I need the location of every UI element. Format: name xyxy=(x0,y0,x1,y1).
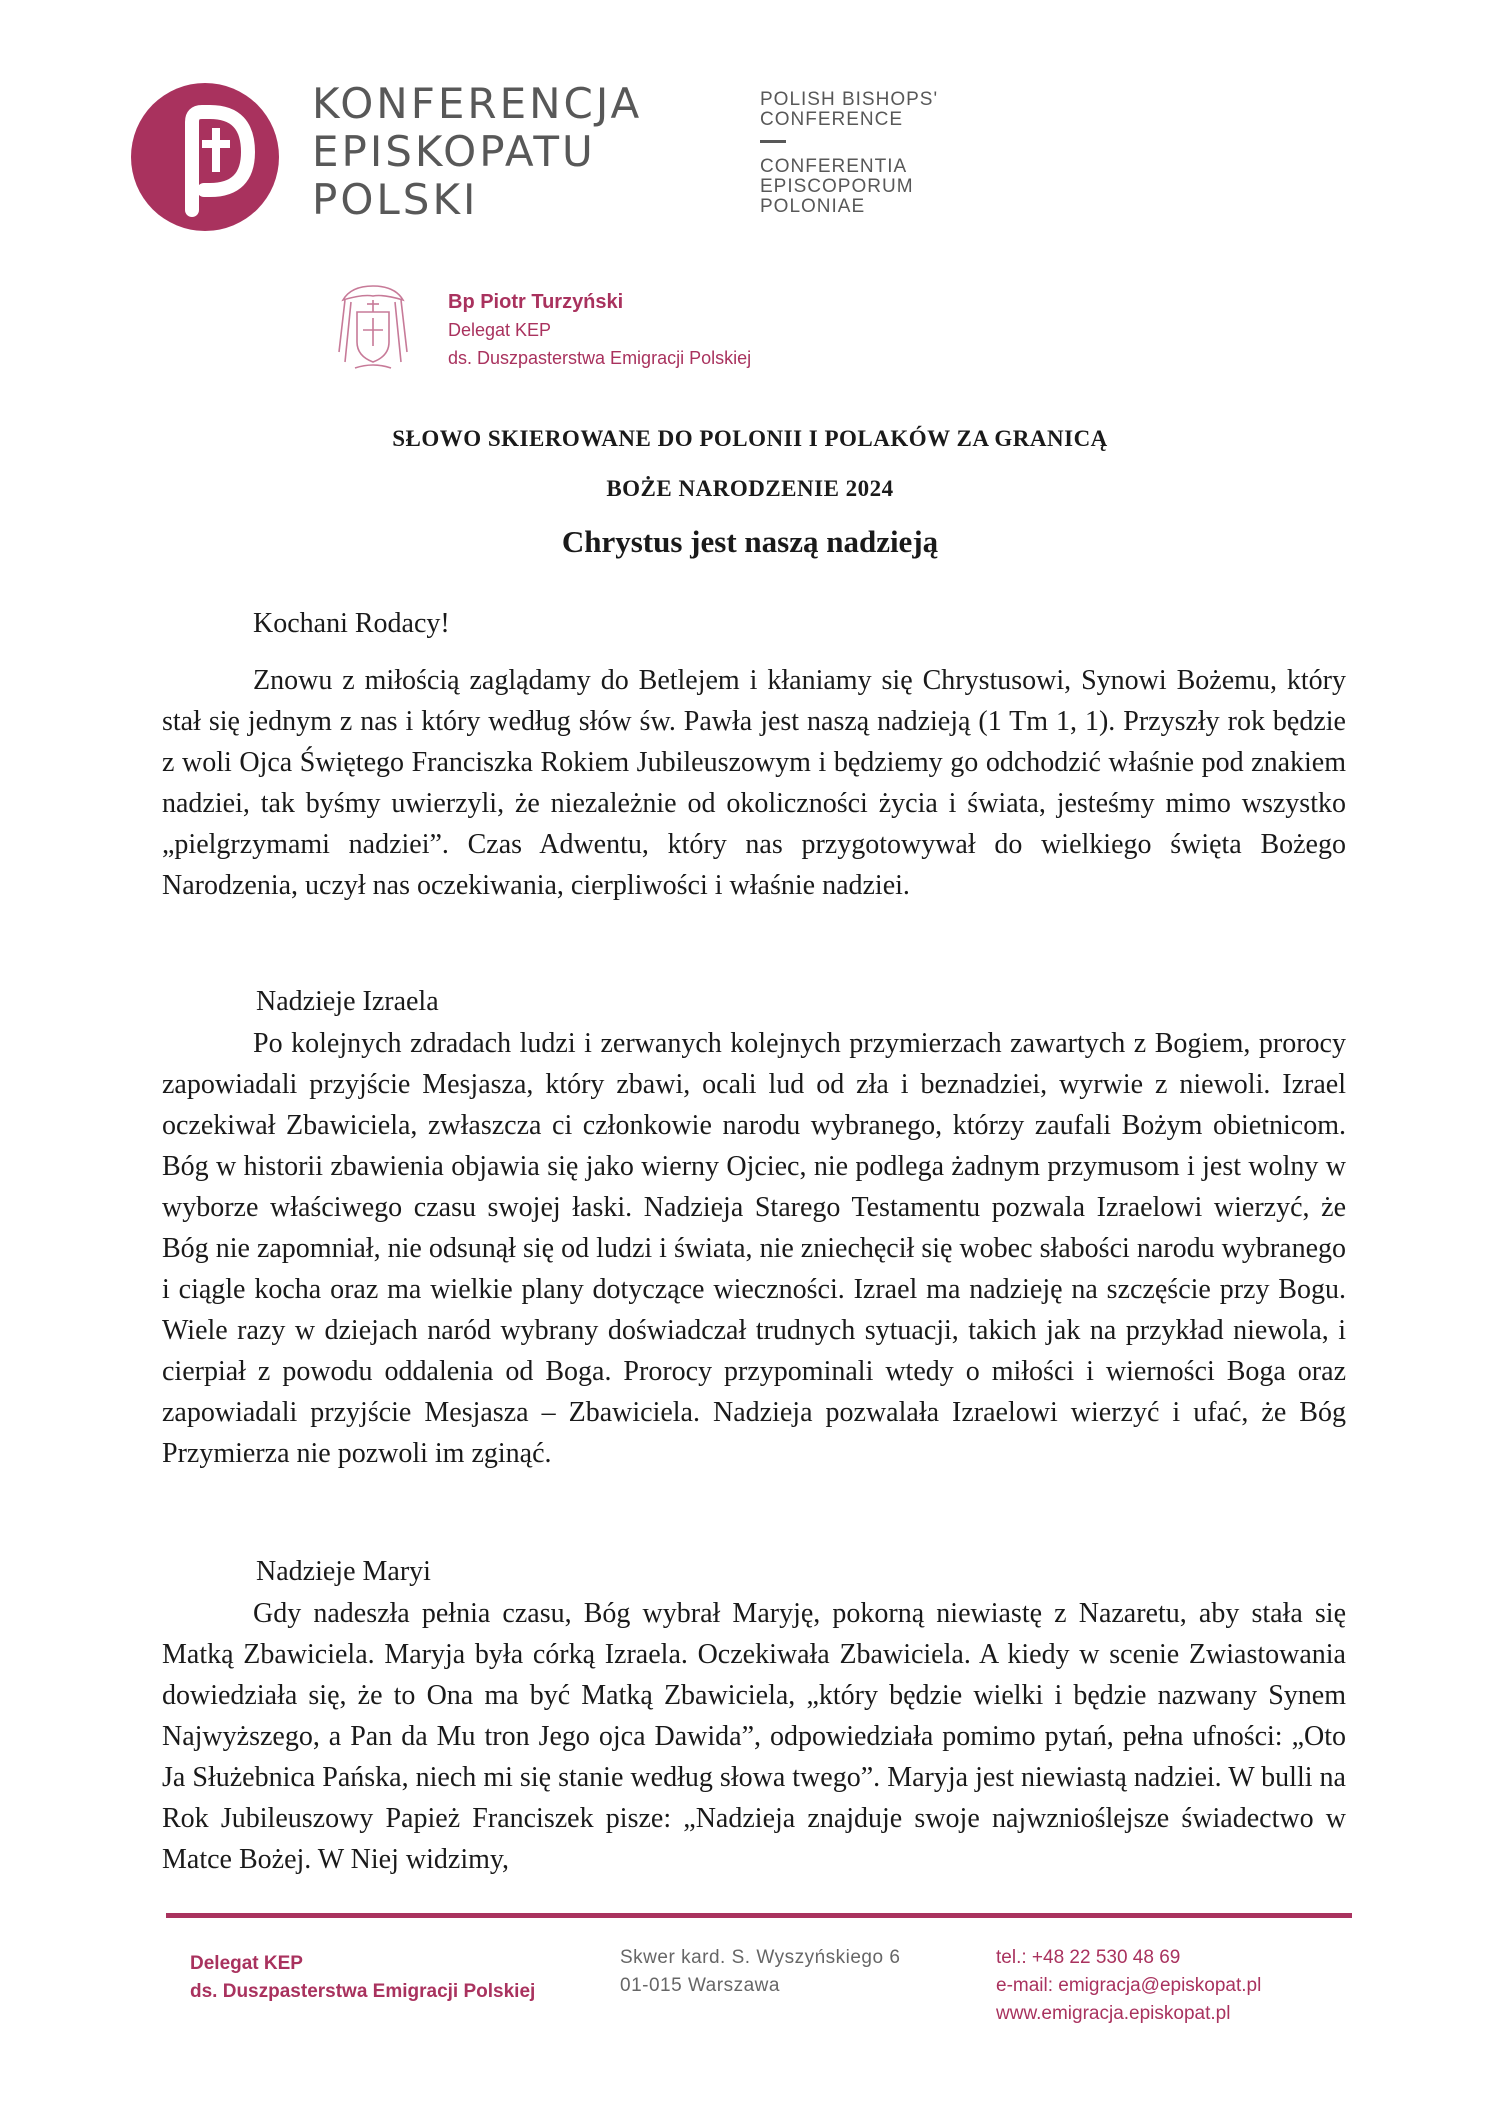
footer-contact xyxy=(996,1944,1261,2028)
paragraph: Po kolejnych zdradach ludzi i zerwanych kolejnych przymierzach zawartych z Bogiem, prorocy zapowiadali przyjście Mesjasza, który zbawi, ocali lud od zła i beznadziei, wyrwie z niewoli. Izrael oczekiwał Zbawiciela, zwłaszcza ci członkowie narodu wybranego, którzy zaufali Bożym obietnicom. Bóg w historii zbawienia objawia się jako wierny Ojciec, nie podlega żadnym przymusom i jest wolny w wyborze właściwego czasu swojej łaski. Nadzieja Starego Testamentu pozwala Izraelowi wierzyć, że Bóg nie zapomniał, nie odsunął się od ludzi i świata, nie zniechęcił się wobec słabości narodu wybranego i ciągle kocha oraz ma wielkie plany dotyczące wieczności. Izrael ma nadzieję na szczęście przy Bogu. Wiele razy w dziejach naród wybrany doświadczał trudnych sytuacji, takich jak na przykład niewola, i cierpiał z powodu oddalenia od Boga. Prorocy przypominali wtedy o miłości i wierności Boga oraz zapowiadali przyjście Mesjasza – Zbawiciela. Nadzieja pozwalała Izraelowi wierzyć i ufać, że Bóg Przymierza nie pozwoli im zginąć. xyxy=(162,1028,1346,1469)
section-heading: Nadzieje Izraela xyxy=(256,986,439,1017)
kep-logo-icon xyxy=(130,82,280,232)
org-alt-en-line: CONFERENCE xyxy=(760,109,904,130)
organization-name-translations xyxy=(760,90,938,217)
divider xyxy=(760,140,786,143)
org-alt-en-line: POLISH BISHOPS' xyxy=(760,89,939,110)
org-alt-la-line: CONFERENTIA xyxy=(760,156,908,177)
bishop-signature-block xyxy=(448,288,751,372)
footer-email-link[interactable]: e-mail: emigracja@episkopat.pl xyxy=(996,1975,1262,1996)
footer-phone: tel.: +48 22 530 48 69 xyxy=(996,1947,1181,1968)
footer-office xyxy=(190,1950,535,2006)
greeting: Kochani Rodacy! xyxy=(253,608,450,639)
footer-website-link[interactable]: www.emigracja.episkopat.pl xyxy=(996,2003,1231,2024)
paragraph: Gdy nadeszła pełnia czasu, Bóg wybrał Maryję, pokorną niewiastę z Nazaretu, aby stała się Matką Zbawiciela. Maryja była córką Izraela. Oczekiwała Zbawiciela. A kiedy w scenie Zwiastowania dowiedziała się, że to Ona ma być Matką Zbawiciela, „który będzie wielki i będzie nazwany Synem Najwyższego, a Pan da Mu tron Jego ojca Dawida”, odpowiedziała pomimo pytań, pełna ufności: „Oto Ja Służebnica Pańska, niech mi się stanie według słowa twego”. Maryja jest niewiastą nadziei. W bulli na Rok Jubileuszowy Papież Franciszek pisze: „Nadzieja znajduje swoje najwznioślejsze świadectwo w Matce Bożej. W Niej widzimy, xyxy=(162,1598,1346,1875)
org-name-line: KONFERENCJA xyxy=(312,79,643,128)
org-name-line: POLSKI xyxy=(312,175,479,224)
paragraph: Znowu z miłością zaglądamy do Betlejem i kłaniamy się Chrystusowi, Synowi Bożemu, który stał się jednym z nas i który według słów św. Pawła jest naszą nadzieją (1 Tm 1, 1). Przyszły rok będzie z woli Ojca Świętego Franciszka Rokiem Jubileuszowym i będziemy go odchodzić właśnie pod znakiem nadziei, tak byśmy uwierzyli, że niezależnie od okoliczności życia i świata, jesteśmy mimo wszystko „pielgrzymami nadziei”. Czas Adwentu, który nas przygotowywał do wielkiego święta Bożego Narodzenia, uczył nas oczekiwania, cierpliwości i właśnie nadziei. xyxy=(162,665,1346,901)
organization-name xyxy=(312,80,642,224)
org-alt-la-line: EPISCOPORUM xyxy=(760,176,914,197)
footer-address-line: 01-015 Warszawa xyxy=(620,1975,780,1996)
footer-office-line: Delegat KEP xyxy=(190,1953,303,1974)
document-subtitle: BOŻE NARODZENIE 2024 xyxy=(606,476,894,501)
footer-address-line: Skwer kard. S. Wyszyńskiego 6 xyxy=(620,1947,901,1968)
org-name-line: EPISKOPATU xyxy=(312,127,596,176)
section-heading: Nadzieje Maryi xyxy=(256,1556,431,1587)
footer-address xyxy=(620,1944,900,2000)
footer-office-line: ds. Duszpasterstwa Emigracji Polskiej xyxy=(190,1981,536,2002)
org-alt-la-line: POLONIAE xyxy=(760,196,866,217)
bishop-department: ds. Duszpasterstwa Emigracji Polskiej xyxy=(448,348,752,368)
bishop-role: Delegat KEP xyxy=(448,320,552,340)
bishop-name: Bp Piotr Turzyński xyxy=(448,291,624,313)
document-heading: Chrystus jest naszą nadzieją xyxy=(561,524,939,559)
document-title: SŁOWO SKIEROWANE DO POLONII I POLAKÓW ZA GRANICĄ xyxy=(392,426,1108,451)
bishop-coat-of-arms-icon xyxy=(333,282,413,374)
footer-divider xyxy=(166,1913,1352,1918)
